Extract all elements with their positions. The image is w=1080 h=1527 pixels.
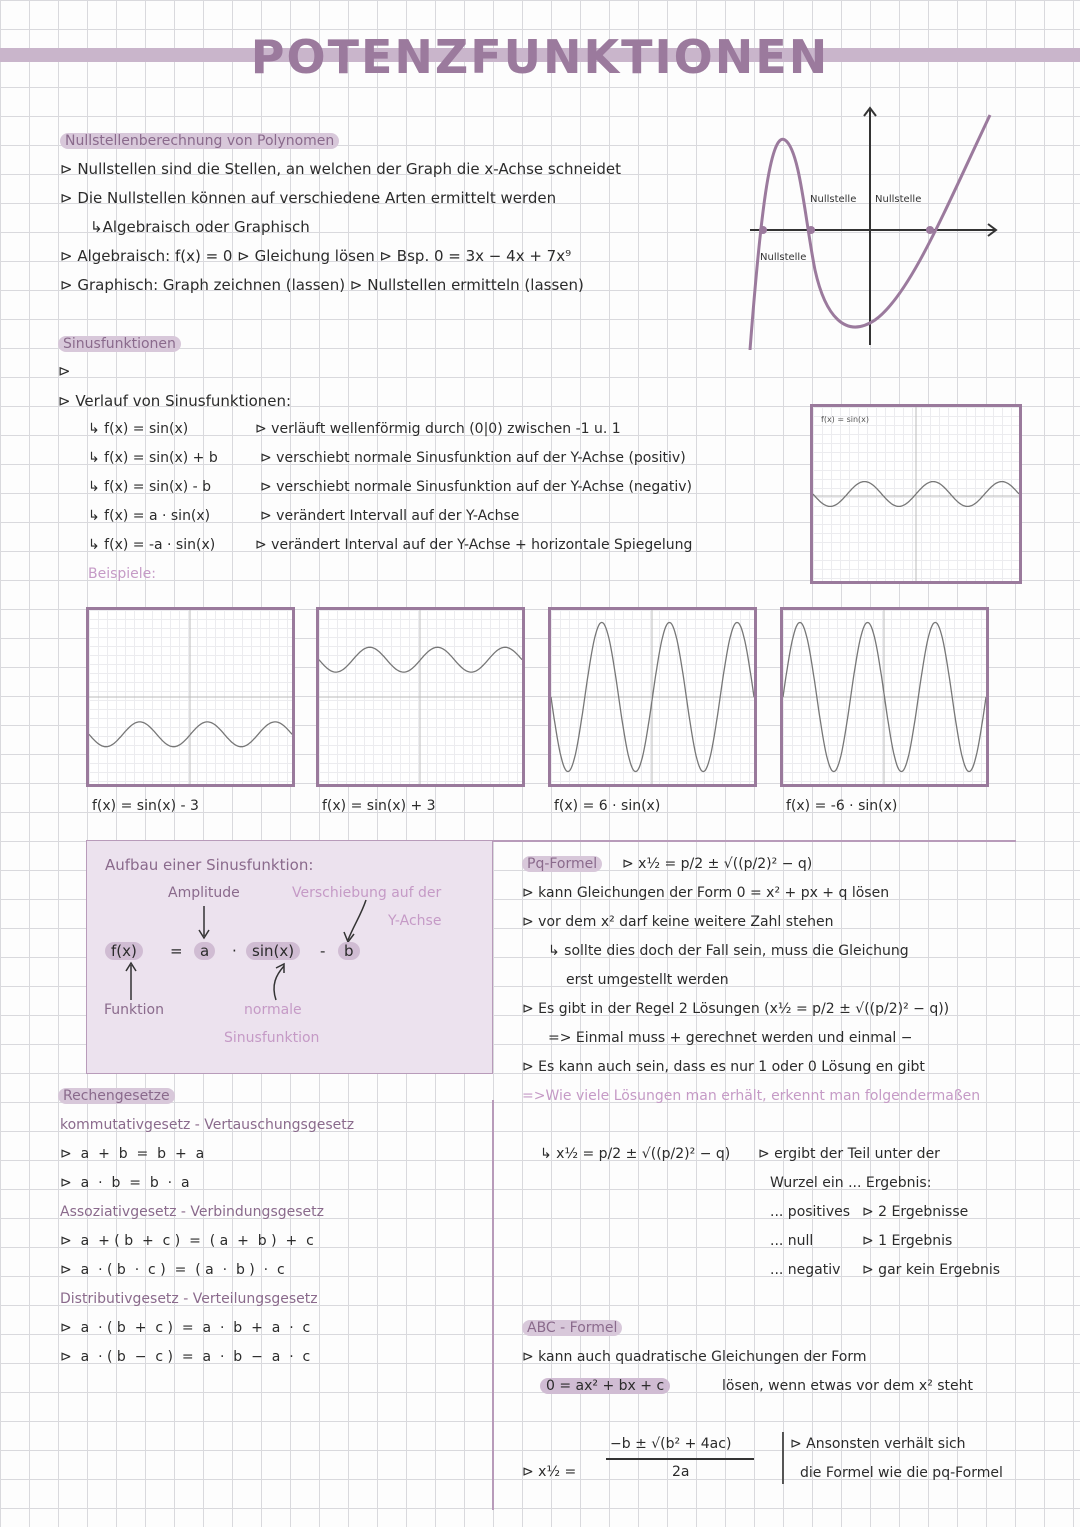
graph-label-3: Nullstelle: [760, 252, 807, 263]
sinus-row-4-f: ↳ f(x) = a · sin(x): [88, 508, 211, 524]
pq-line-6: => Einmal muss + gerechnet werden und einmal −: [548, 1030, 913, 1046]
rechen-group-2-line-1: ⊳ a + ( b + c ) = ( a + b ) + c: [60, 1233, 314, 1249]
aufbau-fx: f(x): [105, 942, 143, 960]
rechen-group-3-line-2: ⊳ a · ( b − c ) = a · b − a · c: [60, 1349, 311, 1365]
aufbau-sinx: sin(x): [246, 942, 300, 960]
aufbau-funktion: Funktion: [104, 1002, 164, 1018]
aufbau-sinusfunktion: Sinusfunktion: [224, 1030, 320, 1046]
root-point-1: [759, 226, 767, 234]
sinus-verlauf: ⊳ Verlauf von Sinusfunktionen:: [58, 392, 292, 410]
sinus-row-2-d: ⊳ verschiebt normale Sinusfunktion auf der Y-Achse (positiv): [260, 450, 686, 466]
aufbau-b: b: [338, 942, 360, 960]
aufbau-eq: =: [170, 942, 183, 960]
example-graph-3: [548, 607, 757, 787]
nullstellen-line-5: ⊳ Graphisch: Graph zeichnen (lassen) ⊳ Nullstellen ermitteln (lassen): [60, 276, 584, 294]
example-graph-4: [780, 607, 989, 787]
abc-denominator: 2a: [672, 1464, 690, 1480]
nullstellen-line-2: ⊳ Die Nullstellen können auf verschiedene Arten ermittelt werden: [60, 189, 557, 207]
pq-line-3: ↳ sollte dies doch der Fall sein, muss die Gleichung: [548, 943, 909, 959]
abc-note-divider: [782, 1432, 784, 1484]
abc-line-2a: 0 = ax² + bx + c: [540, 1378, 670, 1394]
example-label-1: f(x) = sin(x) - 3: [92, 798, 199, 814]
nullstellen-heading: Nullstellenberechnung von Polynomen: [60, 130, 339, 149]
aufbau-amplitude: Amplitude: [168, 885, 240, 901]
aufbau-a: a: [194, 942, 215, 960]
aufbau-title: Aufbau einer Sinusfunktion:: [105, 856, 314, 874]
aufbau-minus: -: [320, 942, 326, 960]
example-graph-1: [86, 607, 295, 787]
example-graph-2: [316, 607, 525, 787]
rechen-heading: Rechengesetze: [58, 1088, 175, 1104]
graph-label-1: Nullstelle: [810, 194, 857, 205]
pq-line-7: ⊳ Es kann auch sein, dass es nur 1 oder 0 Lösung en gibt: [522, 1059, 925, 1075]
sin-main-graph-label: f(x) = sin(x): [821, 415, 870, 424]
pq-case-3-k: ... negativ: [770, 1262, 841, 1278]
pq-line-2: ⊳ vor dem x² darf keine weitere Zahl stehen: [522, 914, 834, 930]
pq-line-5: ⊳ Es gibt in der Regel 2 Lösungen (x½ = p/2 ± √((p/2)² − q)): [522, 1001, 950, 1017]
beispiele-label: Beispiele:: [88, 566, 157, 582]
root-point-2: [807, 226, 815, 234]
pq-case-1-k: ... positives: [770, 1204, 851, 1220]
pq-ergibt-1: ⊳ ergibt der Teil unter der: [758, 1146, 940, 1162]
example-label-3: f(x) = 6 · sin(x): [554, 798, 661, 814]
pq-formula-2: ↳ x½ = p/2 ± √((p/2)² − q): [540, 1146, 731, 1162]
sin-main-graph: [810, 404, 1022, 584]
rechen-group-1-line-2: ⊳ a · b = b · a: [60, 1175, 190, 1191]
aufbau-normale: normale: [244, 1002, 302, 1018]
abc-line-2b: lösen, wenn etwas vor dem x² steht: [722, 1378, 974, 1394]
sinus-row-5-f: ↳ f(x) = -a · sin(x): [88, 537, 216, 553]
nullstellen-line-4: ⊳ Algebraisch: f(x) = 0 ⊳ Gleichung lösen ⊳ Bsp. 0 = 3x − 4x + 7x⁹: [60, 247, 572, 265]
sinus-row-1-d: ⊳ verläuft wellenförmig durch (0|0) zwischen -1 u. 1: [255, 421, 621, 437]
abc-heading: ABC - Formel: [522, 1320, 622, 1336]
rechen-group-1-line-1: ⊳ a + b = b + a: [60, 1146, 205, 1162]
abc-note-1: ⊳ Ansonsten verhält sich: [790, 1436, 966, 1452]
pq-case-2-k: ... null: [770, 1233, 814, 1249]
graph-label-2: Nullstelle: [875, 194, 922, 205]
sinus-row-3-f: ↳ f(x) = sin(x) - b: [88, 479, 212, 495]
abc-note-2: die Formel wie die pq-Formel: [800, 1465, 1003, 1481]
sinus-row-3-d: ⊳ verschiebt normale Sinusfunktion auf der Y-Achse (negativ): [260, 479, 692, 495]
rechen-group-1-title: kommutativgesetz - Vertauschungsgesetz: [60, 1117, 355, 1133]
pq-ergibt-2: Wurzel ein ... Ergebnis:: [770, 1175, 932, 1191]
pq-line-1: ⊳ kann Gleichungen der Form 0 = x² + px + q lösen: [522, 885, 890, 901]
pq-formula: ⊳ x½ = p/2 ± √((p/2)² − q): [622, 856, 813, 872]
abc-fraction-bar: [606, 1458, 754, 1460]
rechen-group-3-line-1: ⊳ a · ( b + c ) = a · b + a · c: [60, 1320, 311, 1336]
example-label-4: f(x) = -6 · sin(x): [786, 798, 898, 814]
pq-case-2-v: ⊳ 1 Ergebnis: [862, 1233, 953, 1249]
rechen-group-3-title: Distributivgesetz - Verteilungsgesetz: [60, 1291, 318, 1307]
polynomial-graph: [745, 100, 1005, 350]
rechen-group-2-title: Assoziativgesetz - Verbindungsgesetz: [60, 1204, 324, 1220]
abc-numerator: −b ± √(b² + 4ac): [610, 1436, 732, 1452]
example-label-2: f(x) = sin(x) + 3: [322, 798, 436, 814]
pq-heading: Pq-Formel: [522, 856, 602, 872]
page-title: POTENZFUNKTIONEN: [250, 30, 830, 84]
sinus-row-4-d: ⊳ verändert Intervall auf der Y-Achse: [260, 508, 520, 524]
rechen-group-2-line-2: ⊳ a · ( b · c ) = ( a · b ) · c: [60, 1262, 285, 1278]
pq-line-8: =>Wie viele Lösungen man erhält, erkennt man folgendermaßen: [522, 1088, 981, 1104]
pq-line-4: erst umgestellt werden: [566, 972, 729, 988]
root-point-3: [926, 226, 934, 234]
aufbau-dot: ·: [232, 942, 237, 960]
sinus-heading: Sinusfunktionen: [58, 333, 181, 352]
pq-case-3-v: ⊳ gar kein Ergebnis: [862, 1262, 1001, 1278]
sinus-row-1-f: ↳ f(x) = sin(x): [88, 421, 189, 437]
sinus-row-5-d: ⊳ verändert Interval auf der Y-Achse + horizontale Spiegelung: [255, 537, 693, 553]
column-divider: [492, 1100, 494, 1510]
sinus-arrow: ⊳: [58, 362, 71, 380]
nullstellen-line-3: ↳Algebraisch oder Graphisch: [90, 218, 310, 236]
nullstellen-line-1: ⊳ Nullstellen sind die Stellen, an welchen der Graph die x-Achse schneidet: [60, 160, 622, 178]
sinus-row-2-f: ↳ f(x) = sin(x) + b: [88, 450, 218, 466]
pq-case-1-v: ⊳ 2 Ergebnisse: [862, 1204, 969, 1220]
aufbau-verschiebung-2: Y-Achse: [388, 913, 442, 929]
abc-formula-lhs: ⊳ x½ =: [522, 1464, 577, 1480]
abc-line-1: ⊳ kann auch quadratische Gleichungen der Form: [522, 1349, 867, 1365]
aufbau-verschiebung-1: Verschiebung auf der: [292, 885, 442, 901]
